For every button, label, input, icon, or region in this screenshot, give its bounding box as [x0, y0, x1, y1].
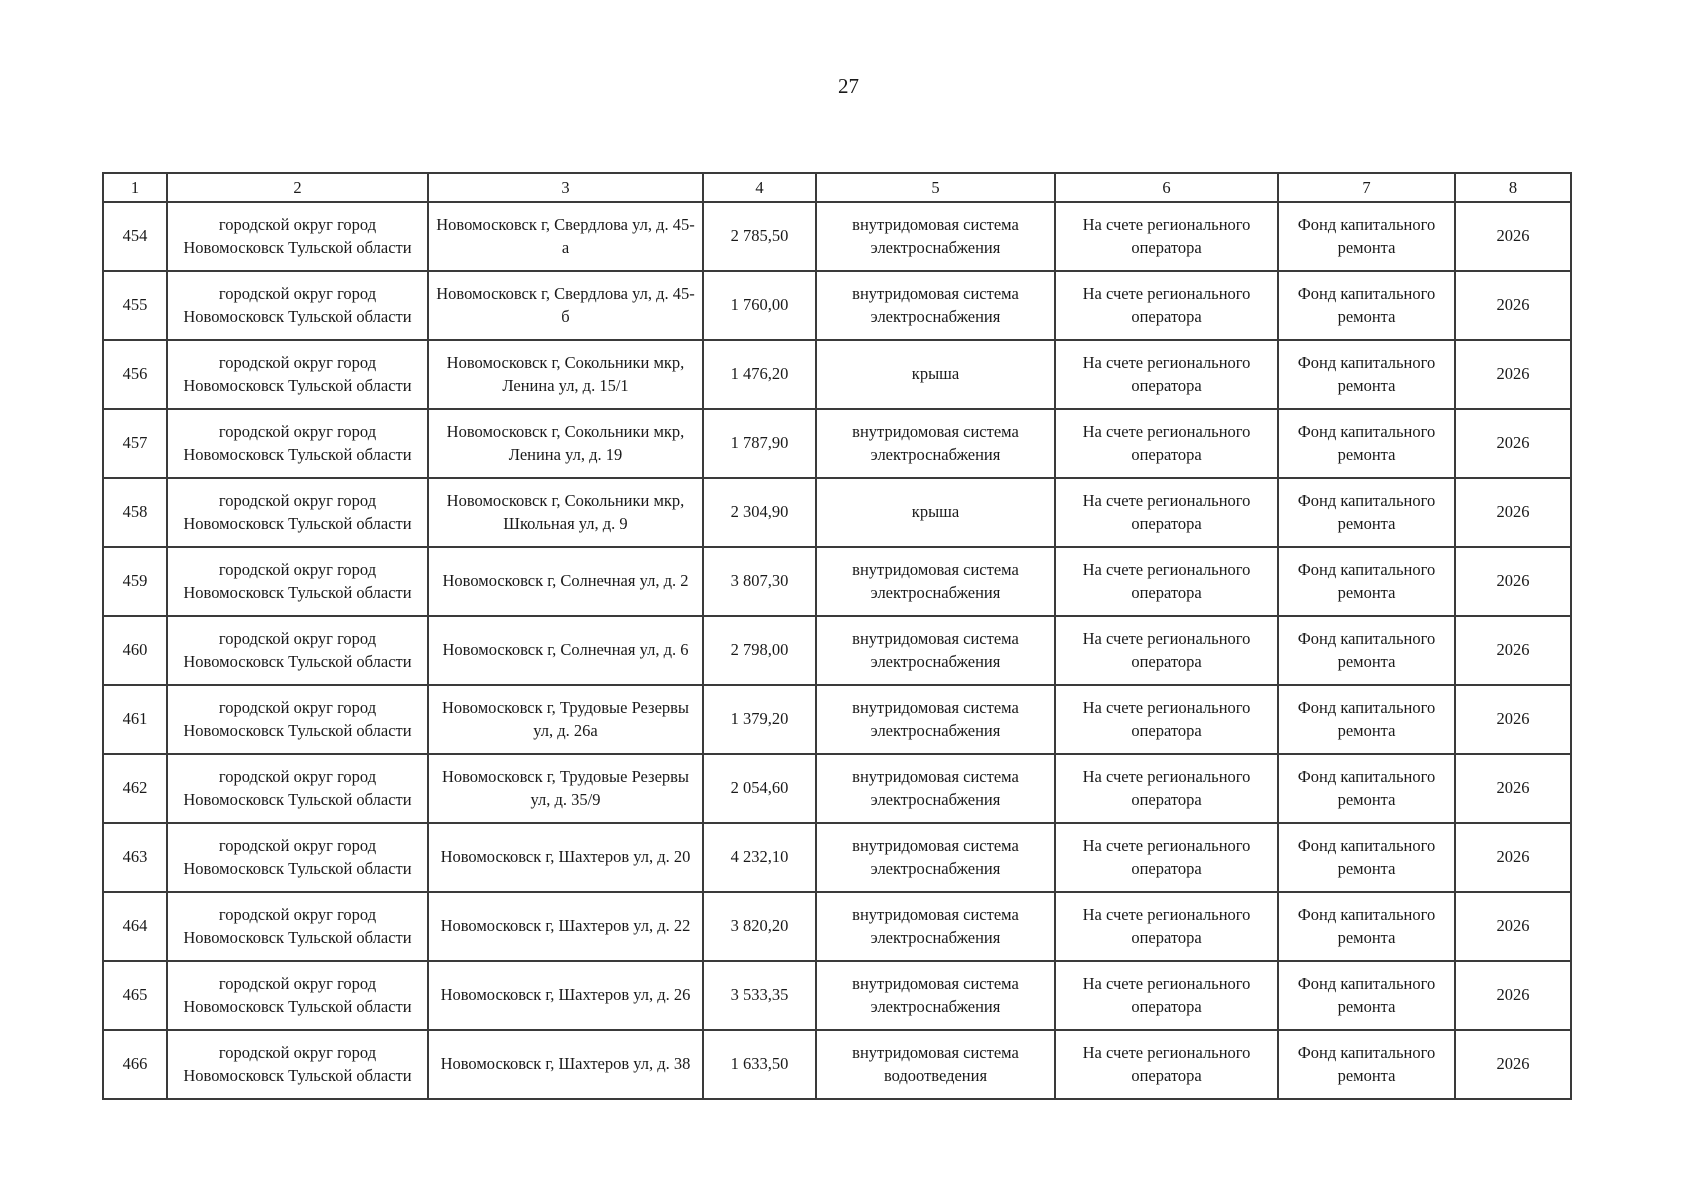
- address-cell: Новомосковск г, Сокольники мкр, Школьная ул, д. 9: [428, 478, 703, 547]
- municipality-cell: городской округ город Новомосковск Тульской области: [167, 961, 428, 1030]
- row-number-cell: 455: [103, 271, 167, 340]
- year-cell: 2026: [1455, 478, 1571, 547]
- table-row: [103, 202, 1571, 271]
- account-cell: На счете регионального оператора: [1055, 892, 1278, 961]
- account-cell: На счете регионального оператора: [1055, 547, 1278, 616]
- account-cell: На счете регионального оператора: [1055, 409, 1278, 478]
- account-cell: На счете регионального оператора: [1055, 616, 1278, 685]
- year-cell: 2026: [1455, 271, 1571, 340]
- row-number-cell: 458: [103, 478, 167, 547]
- municipality-cell: городской округ город Новомосковск Тульской области: [167, 1030, 428, 1099]
- row-number-cell: 457: [103, 409, 167, 478]
- year-cell: 2026: [1455, 409, 1571, 478]
- address-cell: Новомосковск г, Сокольники мкр, Ленина ул, д. 19: [428, 409, 703, 478]
- row-number-cell: 462: [103, 754, 167, 823]
- area-cell: 1 787,90: [703, 409, 816, 478]
- account-cell: На счете регионального оператора: [1055, 685, 1278, 754]
- area-cell: 1 379,20: [703, 685, 816, 754]
- work-type-cell: крыша: [816, 478, 1055, 547]
- row-number-cell: 456: [103, 340, 167, 409]
- year-cell: 2026: [1455, 754, 1571, 823]
- year-cell: 2026: [1455, 547, 1571, 616]
- table-row: [103, 754, 1571, 823]
- year-cell: 2026: [1455, 616, 1571, 685]
- column-header: 5: [816, 173, 1055, 202]
- address-cell: Новомосковск г, Трудовые Резервы ул, д. 26а: [428, 685, 703, 754]
- year-cell: 2026: [1455, 340, 1571, 409]
- work-type-cell: крыша: [816, 340, 1055, 409]
- year-cell: 2026: [1455, 202, 1571, 271]
- row-number-cell: 465: [103, 961, 167, 1030]
- account-cell: На счете регионального оператора: [1055, 961, 1278, 1030]
- year-cell: 2026: [1455, 685, 1571, 754]
- work-type-cell: внутридомовая система электроснабжения: [816, 961, 1055, 1030]
- address-cell: Новомосковск г, Шахтеров ул, д. 22: [428, 892, 703, 961]
- account-cell: На счете регионального оператора: [1055, 1030, 1278, 1099]
- table-row: [103, 823, 1571, 892]
- municipality-cell: городской округ город Новомосковск Тульской области: [167, 271, 428, 340]
- address-cell: Новомосковск г, Шахтеров ул, д. 38: [428, 1030, 703, 1099]
- column-header: 3: [428, 173, 703, 202]
- work-type-cell: внутридомовая система водоотведения: [816, 1030, 1055, 1099]
- work-type-cell: внутридомовая система электроснабжения: [816, 685, 1055, 754]
- table-row: [103, 478, 1571, 547]
- funding-source-cell: Фонд капитального ремонта: [1278, 340, 1455, 409]
- municipality-cell: городской округ город Новомосковск Тульской области: [167, 823, 428, 892]
- area-cell: 4 232,10: [703, 823, 816, 892]
- work-type-cell: внутридомовая система электроснабжения: [816, 202, 1055, 271]
- account-cell: На счете регионального оператора: [1055, 754, 1278, 823]
- table-header-row: [103, 173, 1571, 202]
- table-body: [103, 173, 1571, 1099]
- page-number: 27: [838, 74, 859, 98]
- address-cell: Новомосковск г, Шахтеров ул, д. 20: [428, 823, 703, 892]
- municipality-cell: городской округ город Новомосковск Тульской области: [167, 685, 428, 754]
- area-cell: 1 760,00: [703, 271, 816, 340]
- area-cell: 3 807,30: [703, 547, 816, 616]
- address-cell: Новомосковск г, Шахтеров ул, д. 26: [428, 961, 703, 1030]
- work-type-cell: внутридомовая система электроснабжения: [816, 823, 1055, 892]
- municipality-cell: городской округ город Новомосковск Тульской области: [167, 616, 428, 685]
- year-cell: 2026: [1455, 892, 1571, 961]
- table-row: [103, 409, 1571, 478]
- year-cell: 2026: [1455, 823, 1571, 892]
- row-number-cell: 454: [103, 202, 167, 271]
- address-cell: Новомосковск г, Свердлова ул, д. 45-а: [428, 202, 703, 271]
- area-cell: 1 476,20: [703, 340, 816, 409]
- municipality-cell: городской округ город Новомосковск Тульской области: [167, 478, 428, 547]
- address-cell: Новомосковск г, Сокольники мкр, Ленина ул, д. 15/1: [428, 340, 703, 409]
- address-cell: Новомосковск г, Солнечная ул, д. 2: [428, 547, 703, 616]
- work-type-cell: внутридомовая система электроснабжения: [816, 547, 1055, 616]
- funding-source-cell: Фонд капитального ремонта: [1278, 754, 1455, 823]
- address-cell: Новомосковск г, Свердлова ул, д. 45-б: [428, 271, 703, 340]
- account-cell: На счете регионального оператора: [1055, 478, 1278, 547]
- row-number-cell: 463: [103, 823, 167, 892]
- year-cell: 2026: [1455, 961, 1571, 1030]
- account-cell: На счете регионального оператора: [1055, 823, 1278, 892]
- work-type-cell: внутридомовая система электроснабжения: [816, 271, 1055, 340]
- municipality-cell: городской округ город Новомосковск Тульской области: [167, 754, 428, 823]
- table-row: [103, 685, 1571, 754]
- funding-source-cell: Фонд капитального ремонта: [1278, 1030, 1455, 1099]
- work-type-cell: внутридомовая система электроснабжения: [816, 892, 1055, 961]
- work-type-cell: внутридомовая система электроснабжения: [816, 616, 1055, 685]
- work-type-cell: внутридомовая система электроснабжения: [816, 754, 1055, 823]
- funding-source-cell: Фонд капитального ремонта: [1278, 547, 1455, 616]
- table-row: [103, 616, 1571, 685]
- capital-repair-table: [102, 172, 1572, 1100]
- address-cell: Новомосковск г, Солнечная ул, д. 6: [428, 616, 703, 685]
- area-cell: 3 533,35: [703, 961, 816, 1030]
- municipality-cell: городской округ город Новомосковск Тульской области: [167, 340, 428, 409]
- funding-source-cell: Фонд капитального ремонта: [1278, 823, 1455, 892]
- table-row: [103, 340, 1571, 409]
- address-cell: Новомосковск г, Трудовые Резервы ул, д. 35/9: [428, 754, 703, 823]
- funding-source-cell: Фонд капитального ремонта: [1278, 961, 1455, 1030]
- column-header: 1: [103, 173, 167, 202]
- funding-source-cell: Фонд капитального ремонта: [1278, 616, 1455, 685]
- row-number-cell: 461: [103, 685, 167, 754]
- row-number-cell: 460: [103, 616, 167, 685]
- municipality-cell: городской округ город Новомосковск Тульской области: [167, 892, 428, 961]
- column-header: 6: [1055, 173, 1278, 202]
- municipality-cell: городской округ город Новомосковск Тульской области: [167, 202, 428, 271]
- funding-source-cell: Фонд капитального ремонта: [1278, 409, 1455, 478]
- row-number-cell: 459: [103, 547, 167, 616]
- column-header: 8: [1455, 173, 1571, 202]
- area-cell: 2 785,50: [703, 202, 816, 271]
- table-row: [103, 1030, 1571, 1099]
- area-cell: 1 633,50: [703, 1030, 816, 1099]
- account-cell: На счете регионального оператора: [1055, 271, 1278, 340]
- column-header: 7: [1278, 173, 1455, 202]
- area-cell: 2 054,60: [703, 754, 816, 823]
- year-cell: 2026: [1455, 1030, 1571, 1099]
- row-number-cell: 464: [103, 892, 167, 961]
- account-cell: На счете регионального оператора: [1055, 340, 1278, 409]
- table-row: [103, 961, 1571, 1030]
- funding-source-cell: Фонд капитального ремонта: [1278, 478, 1455, 547]
- table-row: [103, 271, 1571, 340]
- funding-source-cell: Фонд капитального ремонта: [1278, 892, 1455, 961]
- funding-source-cell: Фонд капитального ремонта: [1278, 271, 1455, 340]
- column-header: 2: [167, 173, 428, 202]
- funding-source-cell: Фонд капитального ремонта: [1278, 685, 1455, 754]
- table-row: [103, 547, 1571, 616]
- account-cell: На счете регионального оператора: [1055, 202, 1278, 271]
- area-cell: 2 304,90: [703, 478, 816, 547]
- funding-source-cell: Фонд капитального ремонта: [1278, 202, 1455, 271]
- work-type-cell: внутридомовая система электроснабжения: [816, 409, 1055, 478]
- table-row: [103, 892, 1571, 961]
- municipality-cell: городской округ город Новомосковск Тульской области: [167, 409, 428, 478]
- area-cell: 3 820,20: [703, 892, 816, 961]
- area-cell: 2 798,00: [703, 616, 816, 685]
- municipality-cell: городской округ город Новомосковск Тульской области: [167, 547, 428, 616]
- column-header: 4: [703, 173, 816, 202]
- row-number-cell: 466: [103, 1030, 167, 1099]
